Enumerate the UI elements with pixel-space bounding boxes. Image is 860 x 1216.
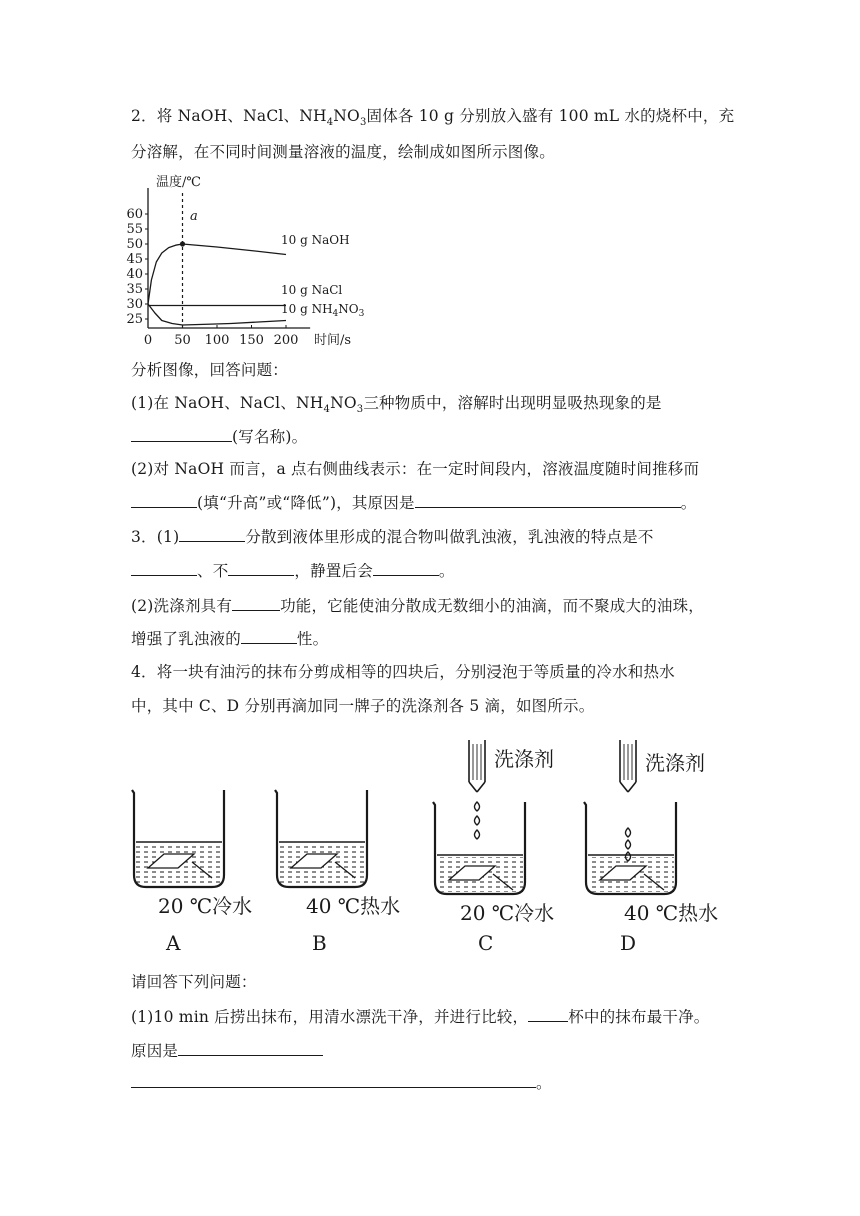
q4-stem-line2: 中，其中 C、D 分别再滴加同一牌子的洗涤剂各 5 滴，如图所示。 bbox=[131, 697, 595, 715]
chart-point-label: a bbox=[190, 209, 198, 224]
q2-stem-line2: 分溶解，在不同时间测量溶液的温度，绘制成如图所示图像。 bbox=[131, 143, 555, 161]
dropper-icon bbox=[469, 740, 485, 792]
beaker-c-letter: C bbox=[478, 931, 494, 955]
point-a-marker bbox=[180, 241, 185, 246]
chart-ylabel: 温度/℃ bbox=[156, 175, 201, 190]
q2-intro: 分析图像，回答问题： bbox=[131, 361, 289, 379]
chart-series-label-nh4no3: 10 g $NH_4NO_3$ bbox=[281, 302, 365, 319]
q2-part2-line1: (2)对 NaOH 而言，a 点右侧曲线表示：在一定时间段内，溶液温度随时间推移而 bbox=[131, 460, 700, 478]
q4-stem-line1: 4．将一块有油污的抹布分剪成相等的四块后，分别浸泡于等质量的冷水和热水 bbox=[131, 663, 675, 681]
y-tick-label: 25 bbox=[126, 312, 143, 327]
y-tick-label: 40 bbox=[126, 267, 143, 282]
x-tick-label: 150 bbox=[239, 333, 264, 348]
q2-part2-line2: (填“升高”或“降低”)，其原因是 。 bbox=[131, 492, 696, 513]
q3-part2-line2: 增强了乳浊液的 性。 bbox=[131, 630, 329, 648]
q4-part1-line1: (1)10 min 后捞出抹布，用清水漂洗干净，并进行比较， 杯中的抹布最干净。 bbox=[131, 1008, 710, 1026]
beaker-d-letter: D bbox=[620, 931, 637, 955]
beaker-b-letter: B bbox=[312, 931, 327, 955]
q2-part1-line1: (1)在 NaOH、NaCl、$NH_4NO_3$三种物质中，溶解时出现明显吸热现象的是 bbox=[131, 394, 662, 416]
series-line-nh4no3 bbox=[148, 304, 286, 325]
q4-intro: 请回答下列问题： bbox=[131, 973, 257, 991]
beakers-figure bbox=[120, 730, 740, 960]
beaker-a-water: 20 ℃冷水 bbox=[158, 894, 253, 918]
y-tick-label: 60 bbox=[126, 207, 143, 222]
x-tick-label: 100 bbox=[204, 333, 230, 348]
q3-line1: 3．(1) 分散到液体里形成的混合物叫做乳浊液，乳浊液的特点是不 bbox=[131, 528, 654, 546]
answer-blank[interactable] bbox=[228, 560, 294, 576]
q3-part2-line1: (2)洗涤剂具有 功能，它能使油分散成无数细小的油滴，而不聚成大的油珠， bbox=[131, 597, 704, 615]
series-line-naoh bbox=[148, 244, 286, 304]
q2-part1-line2: (写名称)。 bbox=[131, 426, 307, 447]
answer-blank[interactable] bbox=[131, 560, 197, 576]
chart-series-label-naoh: 10 g NaOH bbox=[281, 233, 350, 247]
answer-blank[interactable] bbox=[131, 492, 197, 508]
x-tick-label: 0 bbox=[143, 333, 153, 348]
y-tick-label: 50 bbox=[126, 237, 143, 252]
answer-blank[interactable] bbox=[415, 492, 681, 508]
beaker-c-water: 20 ℃冷水 bbox=[460, 901, 555, 925]
beaker-a-letter: A bbox=[166, 931, 181, 955]
chart-xlabel: 时间/s bbox=[314, 333, 352, 348]
answer-blank[interactable] bbox=[528, 1006, 568, 1022]
answer-blank[interactable] bbox=[373, 560, 439, 576]
x-tick-label: 50 bbox=[174, 333, 191, 348]
beaker-b-water: 40 ℃热水 bbox=[306, 894, 401, 918]
answer-blank[interactable] bbox=[241, 628, 297, 644]
droplets-icon bbox=[626, 828, 631, 861]
x-tick-label: 200 bbox=[273, 333, 299, 348]
q4-part1-line3: 。 bbox=[131, 1072, 552, 1093]
y-tick-label: 45 bbox=[126, 252, 143, 267]
q2-stem-line1: 2．将 NaOH、NaCl、$NH_4NO_3$固体各 10 g 分别放入盛有 100 mL 水的烧杯中，充 bbox=[131, 107, 735, 129]
temperature-chart bbox=[126, 170, 376, 348]
answer-blank[interactable] bbox=[179, 526, 245, 542]
answer-blank[interactable] bbox=[131, 1072, 536, 1088]
answer-blank[interactable] bbox=[232, 595, 280, 611]
beaker-b bbox=[275, 790, 367, 887]
chart-series-label-nacl: 10 g NaCl bbox=[281, 283, 343, 297]
y-tick-label: 55 bbox=[126, 222, 143, 237]
y-tick-label: 30 bbox=[126, 297, 143, 312]
dropper-icon bbox=[620, 740, 636, 792]
beaker-d-dropper-label: 洗涤剂 bbox=[645, 751, 705, 775]
q4-part1-line2: 原因是 bbox=[131, 1040, 323, 1061]
beaker-a bbox=[132, 790, 224, 887]
droplets-icon bbox=[475, 802, 480, 839]
beaker-c-dropper-label: 洗涤剂 bbox=[494, 747, 554, 771]
q3-line2: 、不 ，静置后会 。 bbox=[131, 560, 455, 581]
y-tick-label: 35 bbox=[126, 282, 143, 297]
answer-blank[interactable] bbox=[131, 426, 232, 442]
beaker-d-water: 40 ℃热水 bbox=[624, 901, 719, 925]
answer-blank[interactable] bbox=[178, 1040, 323, 1056]
